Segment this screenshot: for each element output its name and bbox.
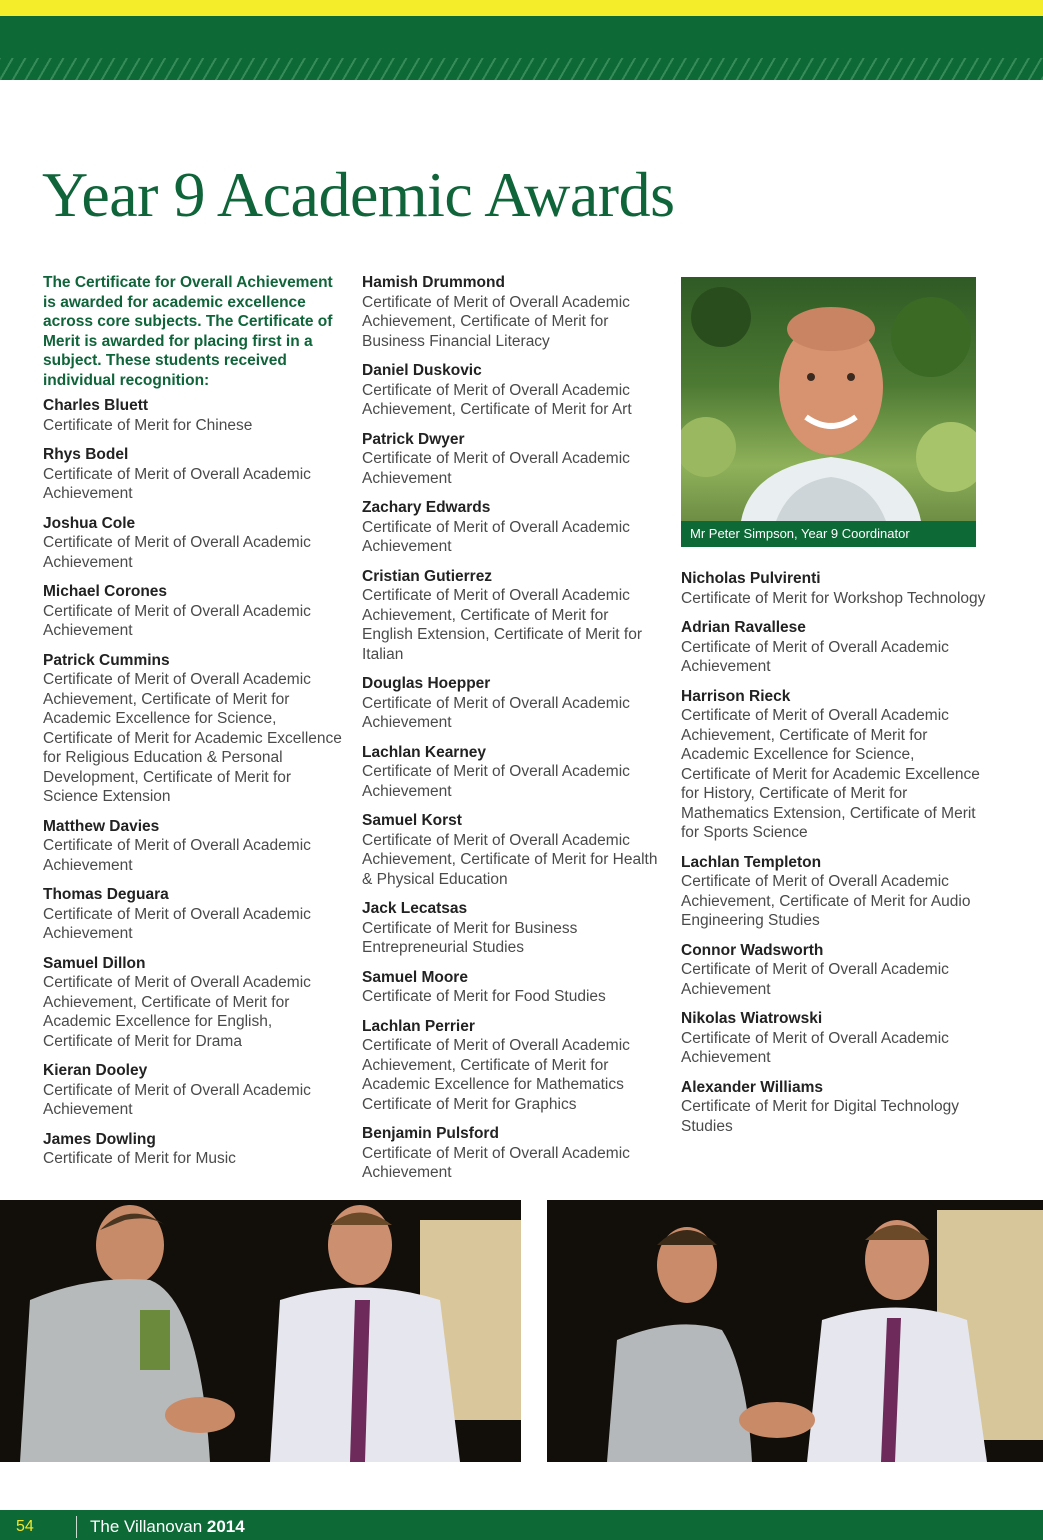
award-entry <box>362 498 662 557</box>
award-description: Certificate of Merit for Business Entrepreneurial Studies <box>362 919 578 956</box>
student-name: Lachlan Kearney <box>362 743 487 761</box>
coordinator-portrait <box>681 277 976 521</box>
award-entry <box>362 567 662 665</box>
photo-caption: Mr Peter Simpson, Year 9 Coordinator <box>681 521 976 547</box>
award-entry <box>43 445 343 504</box>
award-entry <box>681 1078 986 1137</box>
student-name: Benjamin Pulsford <box>362 1125 499 1142</box>
student-name: Lachlan Perrier <box>362 1017 475 1035</box>
student-name: Joshua Cole <box>43 514 136 532</box>
award-entry <box>43 651 343 807</box>
award-entry <box>362 1124 662 1183</box>
award-entry <box>362 674 662 733</box>
student-name: Samuel Moore <box>362 968 468 986</box>
student-name: Patrick Cummins <box>43 651 170 669</box>
award-description: Certificate of Merit of Overall Academic Achievement, Certificate of Merit for Business Financial Literacy <box>362 293 630 350</box>
student-name: Samuel Korst <box>362 812 462 829</box>
student-name: Charles Bluett <box>43 397 149 414</box>
award-list-3 <box>681 569 986 1136</box>
award-description: Certificate of Merit for Workshop Technology <box>681 589 986 607</box>
publication-name <box>90 1517 245 1537</box>
student-name: Michael Corones <box>43 583 168 600</box>
award-description: Certificate of Merit for Digital Technology Studies <box>681 1098 959 1135</box>
award-description: Certificate of Merit of Overall Academic Achievement, Certificate of Merit for Academic Excellence for Mathematics Certificate of Merit for Graphics <box>362 1037 630 1113</box>
award-description: Certificate of Merit of Overall Academic Achievement, Certificate of Merit for Audio Engineering Studies <box>681 873 971 929</box>
student-name: Rhys Bodel <box>43 446 129 463</box>
award-entry <box>362 968 662 1007</box>
coordinator-photo <box>681 277 976 547</box>
student-name: Nicholas Pulvirenti <box>681 570 821 587</box>
award-description: Certificate of Merit of Overall Academic Achievement <box>362 1144 630 1181</box>
award-description: Certificate of Merit of Overall Academic Achievement, Certificate of Merit for English Extension, Certificate of Merit for Italian <box>362 587 642 663</box>
award-entry <box>362 743 662 802</box>
award-description: Certificate of Merit of Overall Academic Achievement, Certificate of Merit for Academic Excellence for Science, Certificate of Merit for Academic Excellence for History, Certificate of Merit for Mathematics Extension, Certificate of Merit for Sports Science <box>681 707 980 841</box>
award-entry <box>681 687 986 843</box>
award-description: Certificate of Merit of Overall Academic Achievement <box>362 450 630 487</box>
student-name: Daniel Duskovic <box>362 362 482 379</box>
award-entry <box>362 899 662 958</box>
award-description: Certificate of Merit of Overall Academic Achievement <box>43 534 311 571</box>
award-description: Certificate of Merit for Food Studies <box>362 988 606 1005</box>
award-description: Certificate of Merit of Overall Academic Achievement <box>43 837 311 874</box>
student-name: Lachlan Templeton <box>681 853 822 871</box>
student-name: Cristian Gutierrez <box>362 567 493 585</box>
award-description: Certificate of Merit of Overall Academic Achievement <box>43 1081 311 1118</box>
student-name: Patrick Dwyer <box>362 430 465 448</box>
award-description: Certificate of Merit of Overall Academic Achievement <box>362 518 630 555</box>
page-number: 54 <box>16 1518 34 1535</box>
award-entry <box>362 811 662 889</box>
page-title: Year 9 Academic Awards <box>42 159 675 230</box>
publication-year: 2014 <box>206 1517 245 1536</box>
award-description: Certificate of Merit of Overall Academic Achievement <box>43 905 311 942</box>
award-description: Certificate of Merit of Overall Academic Achievement <box>681 1029 949 1066</box>
award-presentation-photo-1 <box>0 1200 521 1462</box>
student-name: Connor Wadsworth <box>681 941 824 959</box>
student-name: Matthew Davies <box>43 817 160 835</box>
footer-divider <box>76 1516 77 1538</box>
award-entry <box>362 1017 662 1115</box>
student-name: James Dowling <box>43 1130 156 1148</box>
award-entry <box>43 1130 343 1169</box>
award-presentation-photo-2 <box>547 1200 1043 1462</box>
award-description: Certificate of Merit of Overall Academic Achievement <box>362 763 630 800</box>
award-list-2 <box>362 273 662 1183</box>
award-description: Certificate of Merit of Overall Academic Achievement, Certificate of Merit for Academic Excellence for Science, Certificate of Merit for Academic Excellence for Religious Education & Personal Development, Certificate of Merit for Science Extension <box>43 671 342 805</box>
student-name: Kieran Dooley <box>43 1062 148 1079</box>
student-name: Zachary Edwards <box>362 499 491 516</box>
award-list-1 <box>43 396 343 1169</box>
student-name: Nikolas Wiatrowski <box>681 1010 823 1027</box>
award-description: Certificate of Merit of Overall Academic Achievement, Certificate of Merit for Art <box>362 381 632 418</box>
award-description: Certificate of Merit for Music <box>43 1150 236 1167</box>
column-1 <box>43 273 343 1179</box>
award-entry <box>43 514 343 573</box>
award-description: Certificate of Merit of Overall Academic Achievement, Certificate of Merit for Academic Excellence for English, Certificate of Merit for Drama <box>43 974 311 1050</box>
award-entry <box>43 582 343 641</box>
award-entry <box>362 430 662 489</box>
award-entry <box>43 1061 343 1120</box>
award-entry <box>43 396 343 435</box>
award-entry <box>43 817 343 876</box>
award-entry <box>681 941 986 1000</box>
publication-title: The Villanovan <box>90 1517 203 1536</box>
award-entry <box>43 954 343 1052</box>
student-name: Jack Lecatsas <box>362 900 468 917</box>
student-name: Adrian Ravallese <box>681 619 806 636</box>
award-entry <box>681 853 986 931</box>
column-3 <box>681 569 986 1146</box>
column-2 <box>362 273 662 1193</box>
award-entry <box>362 273 662 351</box>
intro-text: The Certificate for Overall Achievement is awarded for academic excellence across core subjects. The Certificate of Merit is awarded for placing first in a subject. These students received individual recognition: <box>43 274 333 389</box>
award-description: Certificate of Merit of Overall Academic Achievement, Certificate of Merit for Health & Physical Education <box>362 831 658 888</box>
student-name: Hamish Drummond <box>362 274 505 291</box>
award-entry <box>362 361 662 420</box>
award-entry <box>681 569 986 608</box>
award-description: Certificate of Merit of Overall Academic Achievement <box>362 694 630 731</box>
award-entry <box>43 885 343 944</box>
award-entry <box>681 618 986 677</box>
header-yellow-stripe <box>0 0 1043 16</box>
award-description: Certificate of Merit for Chinese <box>43 416 253 434</box>
award-description: Certificate of Merit of Overall Academic Achievement <box>43 602 311 639</box>
header-green-band <box>0 16 1043 80</box>
award-description: Certificate of Merit of Overall Academic Achievement <box>43 465 311 502</box>
student-name: Harrison Rieck <box>681 687 791 705</box>
student-name: Douglas Hoepper <box>362 675 491 692</box>
student-name: Alexander Williams <box>681 1078 823 1096</box>
student-name: Thomas Deguara <box>43 886 169 903</box>
award-entry <box>681 1009 986 1068</box>
award-description: Certificate of Merit of Overall Academic Achievement <box>681 961 949 998</box>
student-name: Samuel Dillon <box>43 954 146 972</box>
award-description: Certificate of Merit of Overall Academic Achievement <box>681 638 949 675</box>
